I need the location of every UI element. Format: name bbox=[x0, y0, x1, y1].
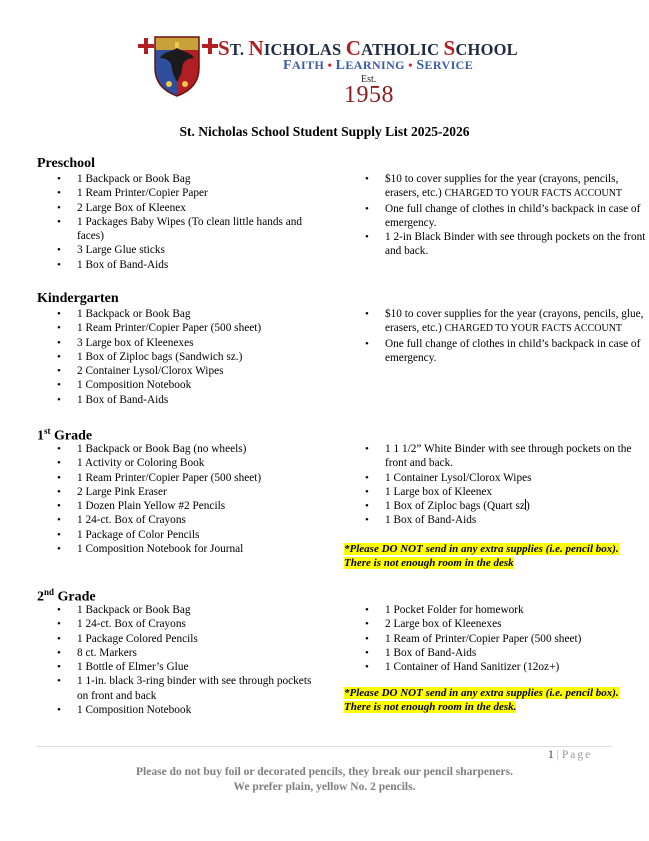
list-item: • 1 24-ct. Box of Crayons bbox=[57, 513, 319, 527]
list-item: • 1 Ream of Printer/Copier Paper (500 sheet) bbox=[365, 632, 647, 646]
list-item: • $10 to cover supplies for the year (crayons, pencils, glue, erasers, etc.) CHARGED TO YOUR FACTS ACCOUNT bbox=[365, 307, 647, 337]
kindergarten-list-left bbox=[57, 307, 319, 407]
first-grade-list-left bbox=[57, 442, 319, 556]
preschool-list-right bbox=[365, 172, 647, 259]
footer-note bbox=[0, 765, 649, 794]
list-item: • 1 Bottle of Elmer’s Glue bbox=[57, 660, 319, 674]
list-item: • 2 Large Pink Eraser bbox=[57, 485, 319, 499]
list-item: • 1 Composition Notebook for Journal bbox=[57, 542, 319, 556]
section-title-kindergarten: Kindergarten bbox=[37, 291, 119, 306]
list-item: • 1 Box of Band-Aids bbox=[365, 513, 647, 527]
list-item: • 1 1-in. black 3-ring binder with see through pockets on front and back bbox=[57, 674, 319, 703]
established-label: Est. bbox=[361, 74, 377, 85]
second-grade-list-right bbox=[365, 603, 647, 674]
list-item: • 1 Container Lysol/Clorox Wipes bbox=[365, 471, 647, 485]
list-item: • 1 Dozen Plain Yellow #2 Pencils bbox=[57, 499, 319, 513]
list-item: • 3 Large Glue sticks bbox=[57, 243, 319, 257]
list-item: • 3 Large box of Kleenexes bbox=[57, 336, 319, 350]
list-item: • 2 Large box of Kleenexes bbox=[365, 617, 647, 631]
list-item: • 1 Backpack or Book Bag bbox=[57, 172, 319, 186]
school-name: ST. NICHOLAS CATHOLIC SCHOOL bbox=[218, 36, 518, 60]
list-item: • 1 Ream Printer/Copier Paper (500 sheet) bbox=[57, 321, 319, 335]
preschool-list-left bbox=[57, 172, 319, 272]
list-item: • 2 Container Lysol/Clorox Wipes bbox=[57, 364, 319, 378]
list-item: • $10 to cover supplies for the year (crayons, pencils, erasers, etc.) CHARGED TO YOUR FACTS ACCOUNT bbox=[365, 172, 647, 202]
list-item: • One full change of clothes in child’s backpack in case of emergency. bbox=[365, 337, 647, 366]
page-number: 1 | Page bbox=[548, 749, 593, 761]
list-item: • 1 Activity or Coloring Book bbox=[57, 456, 319, 470]
list-item: • 1 Ream Printer/Copier Paper (500 sheet) bbox=[57, 471, 319, 485]
school-letterhead bbox=[138, 34, 518, 106]
page-title: St. Nicholas School Student Supply List 2025-2026 bbox=[179, 124, 470, 139]
list-item: • 1 Box of Band-Aids bbox=[57, 258, 319, 272]
list-item: • 8 ct. Markers bbox=[57, 646, 319, 660]
school-crest-icon bbox=[152, 34, 202, 98]
list-item: • 1 Composition Notebook bbox=[57, 378, 319, 392]
right-cross-icon bbox=[202, 38, 218, 54]
second-grade-note: *Please DO NOT send in any extra supplies (i.e. pencil box). There is not enough room in the desk. bbox=[344, 687, 619, 713]
list-item: • 1 Pocket Folder for homework bbox=[365, 603, 647, 617]
first-grade-note: *Please DO NOT send in any extra supplies (i.e. pencil box). There is not enough room in the desk bbox=[344, 543, 619, 569]
list-item: • 1 1 1/2” White Binder with see through pockets on the front and back. bbox=[365, 442, 647, 471]
list-item: • 1 Ream Printer/Copier Paper bbox=[57, 186, 319, 200]
list-item: • 1 Box of Band-Aids bbox=[365, 646, 647, 660]
list-item: • 1 Package of Color Pencils bbox=[57, 528, 319, 542]
section-title-preschool: Preschool bbox=[37, 156, 96, 171]
footer-divider bbox=[37, 746, 612, 747]
list-item: • 1 Container of Hand Sanitizer (12oz+) bbox=[365, 660, 647, 674]
list-item: • 1 24-ct. Box of Crayons bbox=[57, 617, 319, 631]
list-item: • 1 Large box of Kleenex bbox=[365, 485, 647, 499]
list-item: • 1 Composition Notebook bbox=[57, 703, 319, 717]
list-item: • 1 Backpack or Book Bag bbox=[57, 603, 319, 617]
kindergarten-list-right bbox=[365, 307, 647, 365]
list-item: • 1 Packages Baby Wipes (To clean little hands and faces) bbox=[57, 215, 319, 244]
second-grade-list-left bbox=[57, 603, 319, 717]
list-item: • One full change of clothes in child’s backpack in case of emergency. bbox=[365, 202, 647, 231]
list-item: • 1 Box of Ziploc bags (Sandwich sz.) bbox=[57, 350, 319, 364]
established-year: 1958 bbox=[344, 82, 394, 108]
list-item: • 1 2-in Black Binder with see through pockets on the front and back. bbox=[365, 230, 647, 259]
section-title-first-grade: 1st Grade bbox=[37, 426, 93, 444]
school-motto: FAITH • LEARNING • SERVICE bbox=[283, 58, 474, 73]
list-item: • 1 Package Colored Pencils bbox=[57, 632, 319, 646]
list-item: • 1 Box of Band-Aids bbox=[57, 393, 319, 407]
footer-note-line-1: Please do not buy foil or decorated pencils, they break our pencil sharpeners. bbox=[136, 766, 513, 778]
footer-note-line-2: We prefer plain, yellow No. 2 pencils. bbox=[233, 780, 416, 793]
section-title-second-grade: 2nd Grade bbox=[37, 587, 96, 605]
list-item: • 2 Large Box of Kleenex bbox=[57, 201, 319, 215]
list-item: • 1 Backpack or Book Bag (no wheels) bbox=[57, 442, 319, 456]
list-item: • 1 Box of Ziploc bags (Quart sz) bbox=[365, 499, 647, 513]
first-grade-list-right bbox=[365, 442, 647, 528]
list-item: • 1 Backpack or Book Bag bbox=[57, 307, 319, 321]
